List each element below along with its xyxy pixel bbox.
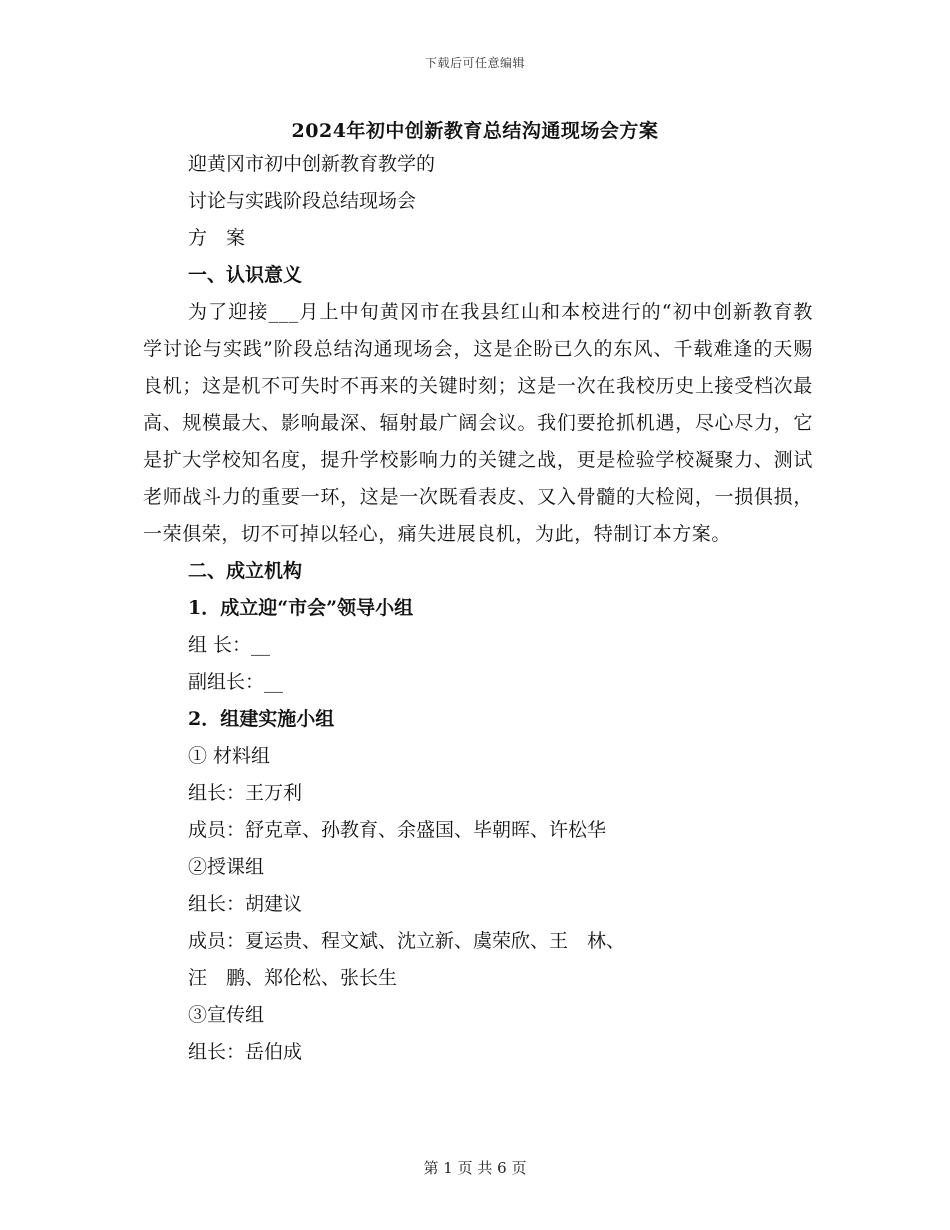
subtitle-line-3: 方 案	[188, 227, 246, 249]
group-members-materials: 成员：舒克章、孙教育、余盛国、毕朝晖、许松华	[188, 819, 607, 841]
subsection-heading-implementation: 2．组建实施小组	[188, 708, 335, 730]
group-leader-materials: 组长：王万利	[188, 782, 303, 804]
group-leader-teaching: 组长：胡建议	[188, 893, 303, 915]
group-members-teaching-line-2: 汪 鹏、郑伦松、张长生	[188, 967, 398, 989]
group-name-teaching: ②授课组	[188, 856, 265, 878]
subtitle-line-1: 迎黄冈市初中创新教育教学的	[188, 153, 436, 175]
group-members-teaching-line-1: 成员：夏运贵、程文斌、沈立新、虞荣欣、王 林、	[188, 930, 626, 952]
group-name-materials: ① 材料组	[188, 745, 271, 767]
group-name-publicity: ③宣传组	[188, 1004, 265, 1026]
page-header: 下载后可任意编辑	[424, 56, 525, 70]
document-body	[143, 146, 813, 1071]
section-heading-significance: 一、认识意义	[188, 264, 303, 286]
section-heading-organization: 二、成立机构	[188, 560, 303, 582]
document-title: 2024年初中创新教育总结沟通现场会方案	[291, 120, 659, 142]
section-paragraph-significance: 为了迎接___月上中旬黄冈市在我县红山和本校进行的“初中创新教育教学讨论与实践”阶段总结沟通现场会，这是企盼已久的东风、千载难逢的天赐良机；这是机不可失时不再来的关键时刻；这是一次在我校历史上接受档次最高、规模最大、影响最深、辐射最广阔会议。我们要抢抓机遇，尽心尽力，它是扩大学校知名度，提升学校影响力的关键之战，更是检验学校凝聚力、测试老师战斗力的重要一环，这是一次既看表皮、又入骨髓的大检阅，一损俱损，一荣俱荣，切不可掉以轻心，痛失进展良机，为此，特制订本方案。	[143, 301, 813, 545]
subsection-heading-leadership: 1．成立迎“市会”领导小组	[188, 597, 414, 619]
vice-leader-line: 副组长：__	[188, 671, 284, 693]
subtitle-line-2: 讨论与实践阶段总结现场会	[188, 190, 417, 212]
leader-line: 组 长：__	[188, 634, 271, 656]
group-leader-publicity: 组长：岳伯成	[188, 1041, 303, 1063]
page-number: 第 1 页 共 6 页	[423, 1159, 527, 1177]
